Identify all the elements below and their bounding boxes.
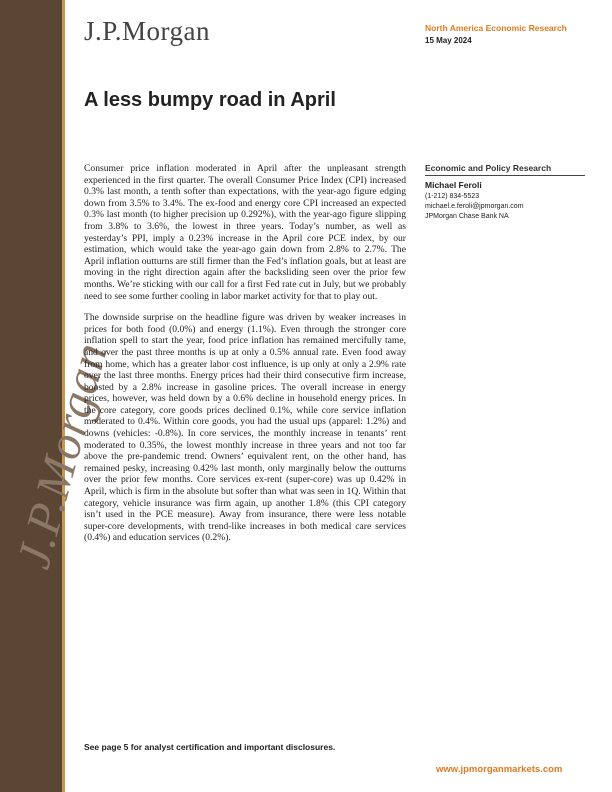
disclosure-note: See page 5 for analyst certification and important disclosures. [84, 742, 336, 752]
page-title: A less bumpy road in April [84, 89, 336, 111]
report-body [84, 163, 406, 554]
website-link[interactable]: www.jpmorganmarkets.com [436, 764, 563, 775]
analyst-email[interactable]: michael.e.feroli@jpmorgan.com [425, 203, 524, 210]
department-heading: Economic and Policy Research [425, 163, 585, 176]
report-header [425, 23, 567, 45]
analyst-panel [425, 163, 585, 222]
analyst-name: Michael Feroli [425, 180, 482, 190]
body-paragraph: The downside surprise on the headline figure was driven by weaker increases in prices for both food (0.0%) and energy (1.1%). Even through the stronger core inflation spell to start the year, food price inflation has remained mercifully tame, and over the past three months is up at only a 0.5% annual rate. Even food away from home, which has a greater labor cost influence, is up only at only a 2.9% rate over the last three months. Energy prices had their third consecutive firm increase, boosted by a 2.8% increase in gasoline prices. The overall increase in energy prices, however, was held down by a 0.6% decline in household energy prices. In the core category, core goods prices declined 0.1%, while core service inflation moderated to 0.4%. Within core goods, you had the usual ups (apparel: 1.2%) and downs (vehicles: -0.8%). In core services, the monthly increase in tenants’ rent moderated to 0.35%, the lowest monthly increase in three years and not too far above the pre-pandemic trend. Owners’ equivalent rent, on the other hand, has remained pesky, increasing 0.42% last month, only marginally below the outturns over the prior few months. Core services ex-rent (super-core) was up 0.42% in April, which is firm in the absolute but softer than what was seen in 1Q. Within that category, vehicle insurance was firm again, up another 1.8% (this CPI category isn’t used in the PCE measure). Away from insurance, there were less notable super-core developments, with trend-like increases in both medical care services (0.4%) and education services (0.2%). [84, 312, 406, 544]
company-logo: J.P.Morgan [84, 16, 211, 46]
watermark-logo: J.P.Morgan [6, 336, 119, 574]
report-series: North America Economic Research [425, 23, 567, 33]
report-date: 15 May 2024 [425, 36, 472, 45]
analyst-phone: (1-212) 834-5523 [425, 193, 480, 200]
body-paragraph: Consumer price inflation moderated in April after the unpleasant strength experienced in the first quarter. The overall Consumer Price Index (CPI) increased 0.3% last month, a tenth softer than expectations, with the year-ago figure edging down from 3.5% to 3.4%. The ex-food and energy core CPI increased an expected 0.3% last month (to higher precision up 0.292%), with the year-ago figure slipping from 3.8% to 3.6%, the lowest in three years. Today’s number, as well as yesterday’s PPI, imply a 0.23% increase in the April core PCE index, by our estimation, which would take the year-ago gain down from 2.8% to 2.7%. The April inflation outturns are still firmer than the Fed’s inflation goals, but at least are moving in the right direction again after the backsliding seen over the prior few months. We’re sticking with our call for a first Fed rate cut in July, but we probably need to see some further cooling in labor market activity for that to play out. [84, 163, 406, 302]
analyst-firm: JPMorgan Chase Bank NA [425, 213, 509, 220]
